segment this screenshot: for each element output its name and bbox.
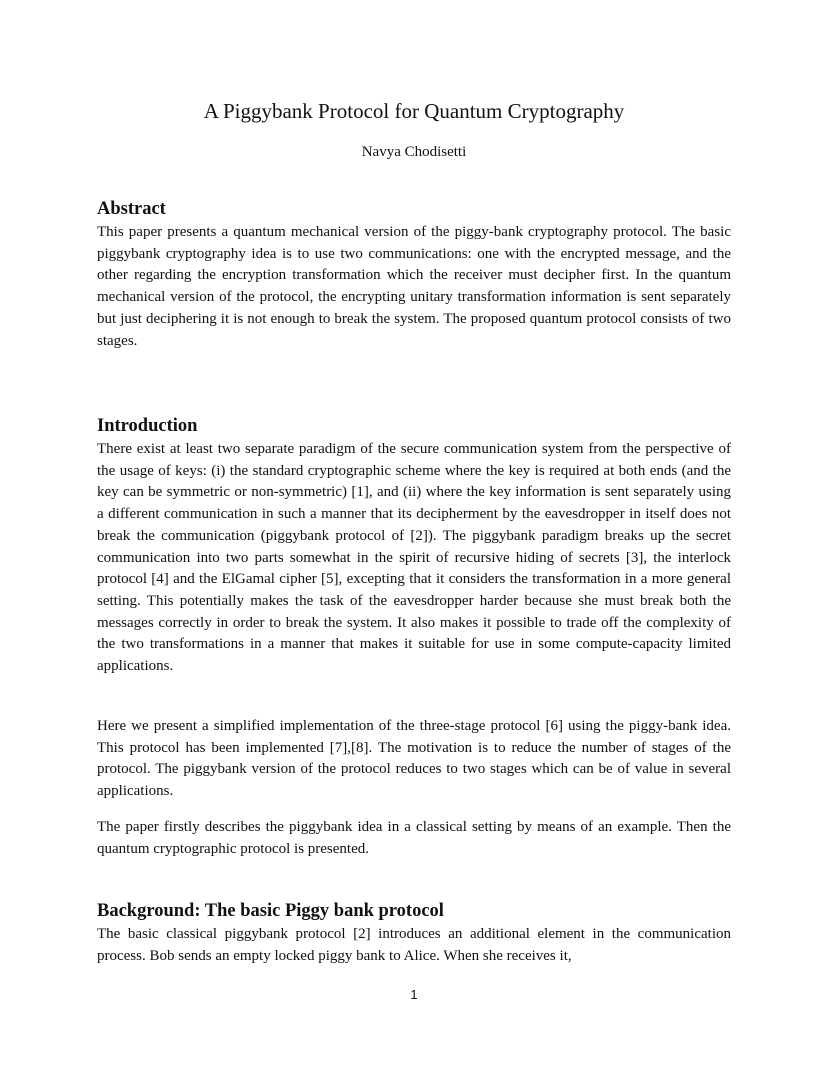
background-heading: Background: The basic Piggy bank protocol — [97, 901, 444, 921]
introduction-paragraph-1: There exist at least two separate paradigm of the secure communication system from the perspective of the usage of keys: (i) the standard cryptographic scheme where the key is required at both ends (and the key can be symmetric or non-symmetric) [1], and (ii) where the key information is sent separately using a different communication in such a manner that its decipherment by the eavesdropper in itself does not break the communication (piggybank protocol of [2]). The piggybank paradigm breaks up the secret communication into two parts somewhat in the spirit of recursive hiding of secrets [3], the interlock protocol [4] and the ElGamal cipher [5], excepting that it considers the transformation in a more general setting. This potentially makes the task of the eavesdropper harder because she must break both the messages correctly in order to break the system. It also makes it possible to trade off the complexity of the two transformations in a manner that makes it suitable for use in some compute-capacity limited applications. — [97, 441, 731, 675]
introduction-paragraph-2: Here we present a simplified implementation of the three-stage protocol [6] using the piggy-bank idea. This protocol has been implemented [7],[8]. The motivation is to reduce the number of stages of the protocol. The piggybank version of the protocol reduces to two stages which can be of value in several applications. — [97, 718, 731, 800]
author-name: Navya Chodisetti — [361, 144, 467, 160]
abstract-section — [97, 198, 731, 352]
abstract-text: This paper presents a quantum mechanical version of the piggy-bank cryptography protocol. The basic piggybank cryptography idea is to use two communications: one with the encrypted message, and the other regarding the encryption transformation which the receiver must decipher first. In the quantum mechanical version of the protocol, the encrypting unitary transformation information is sent separately but just deciphering it is not enough to break the system. The proposed quantum protocol consists of two stages. — [97, 224, 731, 349]
background-text: The basic classical piggybank protocol [2] introduces an additional element in the communication process. Bob sends an empty locked piggy bank to Alice. When she receives it, — [97, 926, 731, 964]
introduction-paragraph-3: The paper firstly describes the piggybank idea in a classical setting by means of an example. Then the quantum cryptographic protocol is presented. — [97, 819, 731, 857]
background-section — [97, 900, 731, 967]
paper-title: A Piggybank Protocol for Quantum Cryptography — [203, 99, 625, 123]
page-number: 1 — [410, 987, 418, 1002]
abstract-heading: Abstract — [97, 199, 166, 219]
introduction-section — [97, 415, 731, 678]
introduction-heading: Introduction — [97, 416, 198, 436]
